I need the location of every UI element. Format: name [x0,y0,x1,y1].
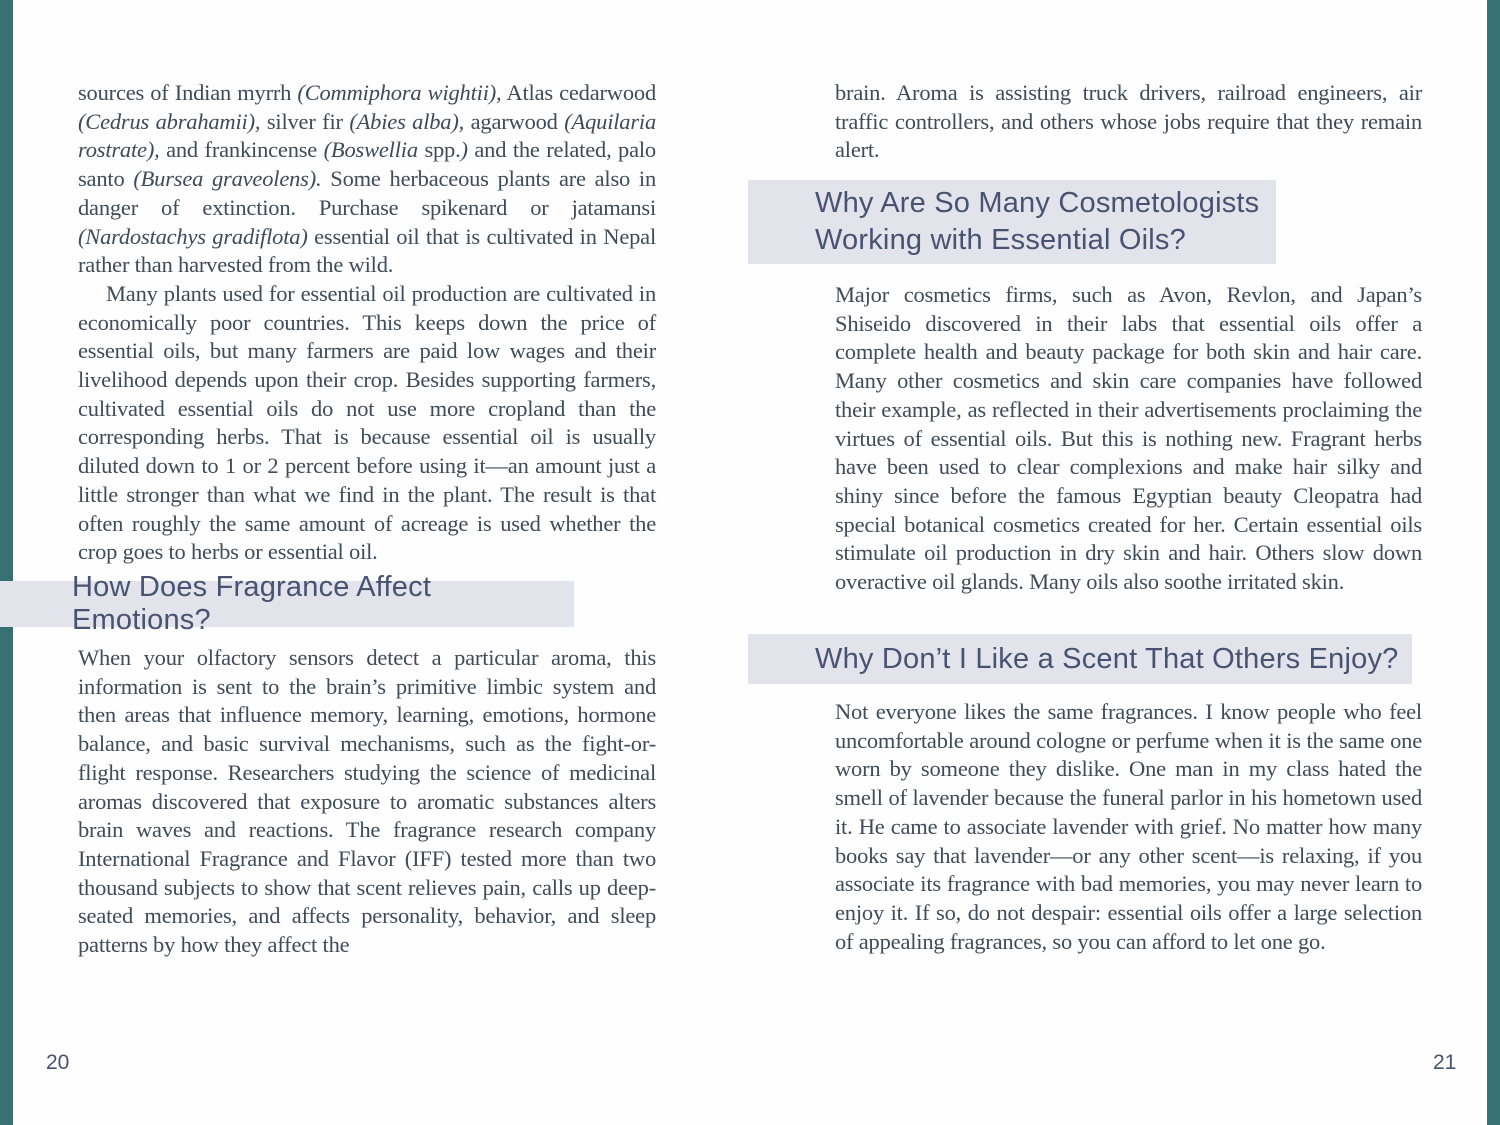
page-number: 20 [46,1051,70,1074]
section-heading-line: Why Are So Many Cosmetologists [815,187,1260,219]
paragraph: Major cosmetics firms, such as Avon, Revlon, and Japan’s Shiseido discovered in their labs that essential oils offer a complete health and beauty package for both skin and hair care. Many other cosmetics and skin care companies have followed their example, as reflected in their advertisements proclaiming the virtues of essential oils. But this is nothing new. Fragrant herbs have been used to clear complexions and make hair silky and shiny since before the famous Egyptian beauty Cleopatra had special botanical cosmetics created for her. Certain essential oils stimulate oil production in dry skin and hair. Others slow down overactive oil glands. Many oils also soothe irritated skin. [835,282,1422,595]
section-heading-band [748,180,1276,264]
paragraph: When your olfactory sensors detect a particular aroma, this information is sent to the brain’s primitive limbic system and then areas that influence memory, learning, emotions, hormone balance, and basic survival mechanisms, such as the fight-or-flight response. Researchers studying the science of medicinal aromas discovered that exposure to aromatic substances alters brain waves and reactions. The fragrance research company International Fragrance and Flavor (IFF) tested more than two thousand subjects to show that scent relieves pain, calls up deep-seated memories, and affects personality, behavior, and sleep patterns by how they affect the [78,645,656,958]
paragraph: sources of Indian myrrh (Commiphora wightii), Atlas cedarwood (Cedrus abrahamii), silver fir (Abies alba), agarwood (Aquilaria rostrate), and frankincense (Boswellia spp.) and the related, palo santo (Bursea graveolens). Some herbaceous plants are also in danger of extinction. Purchase spikenard or jatamansi (Nardostachys gradiflota) essential oil that is cultivated in Nepal rather than harvested from the wild. [78,80,657,278]
section-heading: How Does Fragrance Affect Emotions? [72,571,432,636]
left-edge-bar [0,0,13,1125]
section-heading-band [748,634,1412,684]
page-number: 21 [1433,1051,1457,1074]
paragraph: Not everyone likes the same fragrances. I know people who feel uncomfortable around cologne or perfume when it is the same one worn by someone they dislike. One man in my class hated the smell of lavender because the funeral parlor in his hometown used it. He came to associate lavender with grief. No matter how many books say that lavender—or any other scent—is relaxing, if you associate its fragrance with bad memories, you may never learn to enjoy it. If so, do not despair: essential oils offer a large selection of appealing fragrances, so you can afford to let one go. [835,699,1422,954]
section-heading-line: Working with Essential Oils? [815,224,1186,256]
paragraph: brain. Aroma is assisting truck drivers, railroad engineers, air traffic controllers, and others whose jobs require that they remain alert. [835,80,1422,163]
left-page-text-block [78,79,656,567]
right-edge-bar [1487,0,1500,1125]
paragraph: Many plants used for essential oil production are cultivated in economically poor countries. This keeps down the price of essential oils, but many farmers are paid low wages and their livelihood depends upon their crop. Besides supporting farmers, cultivated essential oils do not use more cropland than the corresponding herbs. That is because essential oil is usually diluted down to 1 or 2 percent before using it—an amount just a little stronger than what we find in the plant. The result is that often roughly the same amount of acreage is used whether the crop goes to herbs or essential oil. [78,280,656,565]
section-heading-band [0,571,574,636]
section-heading: Why Don’t I Like a Scent That Others Enjoy? [815,642,1399,675]
